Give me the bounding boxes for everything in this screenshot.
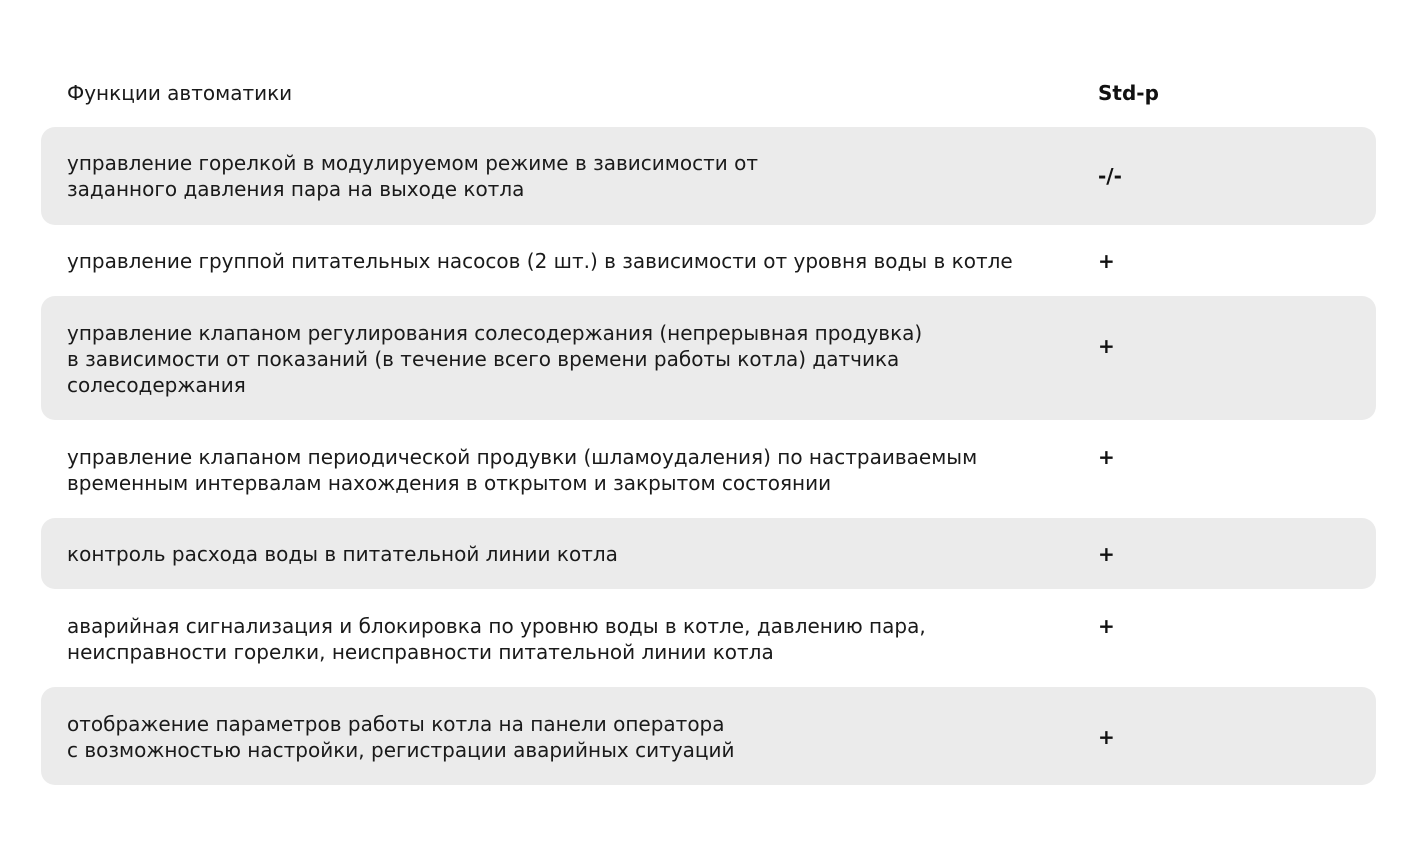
table-header: [41, 78, 1376, 108]
table-row: [41, 589, 1376, 687]
function-text: аварийная сигнализация и блокировка по уровню воды в котле, давлению пара, неисправности горелки, неисправности питательной линии котла: [67, 614, 926, 664]
function-value: +: [1098, 614, 1115, 638]
table-row: [41, 687, 1376, 785]
function-value: +: [1098, 542, 1115, 566]
table-row: [41, 420, 1376, 518]
function-text: управление клапаном регулирования солесодержания (непрерывная продувка) в зависимости от показаний (в течение всего времени работы котла) датчика солесодержания: [67, 321, 923, 397]
functions-column-header: Функции автоматики: [67, 81, 293, 105]
function-text: контроль расхода воды в питательной линии котла: [67, 542, 618, 566]
table-row: [41, 296, 1376, 420]
function-text: управление горелкой в модулируемом режиме в зависимости от заданного давления пара на выходе котла: [67, 151, 758, 201]
std-p-column-header: Std-p: [1098, 81, 1159, 105]
table-row: [41, 127, 1376, 225]
function-text: отображение параметров работы котла на панели оператора с возможностью настройки, регистрации аварийных ситуаций: [67, 712, 735, 762]
function-value: -/-: [1098, 164, 1122, 188]
function-value: +: [1098, 725, 1115, 749]
function-value: +: [1098, 445, 1115, 469]
function-text: управление группой питательных насосов (2 шт.) в зависимости от уровня воды в котле: [67, 249, 1013, 273]
table-row: [41, 225, 1376, 296]
function-value: +: [1098, 249, 1115, 273]
function-value: +: [1098, 334, 1115, 358]
function-text: управление клапаном периодической продувки (шламоудаления) по настраиваемым временным интервалам нахождения в открытом и закрытом состоянии: [67, 445, 978, 495]
table-row: [41, 518, 1376, 589]
